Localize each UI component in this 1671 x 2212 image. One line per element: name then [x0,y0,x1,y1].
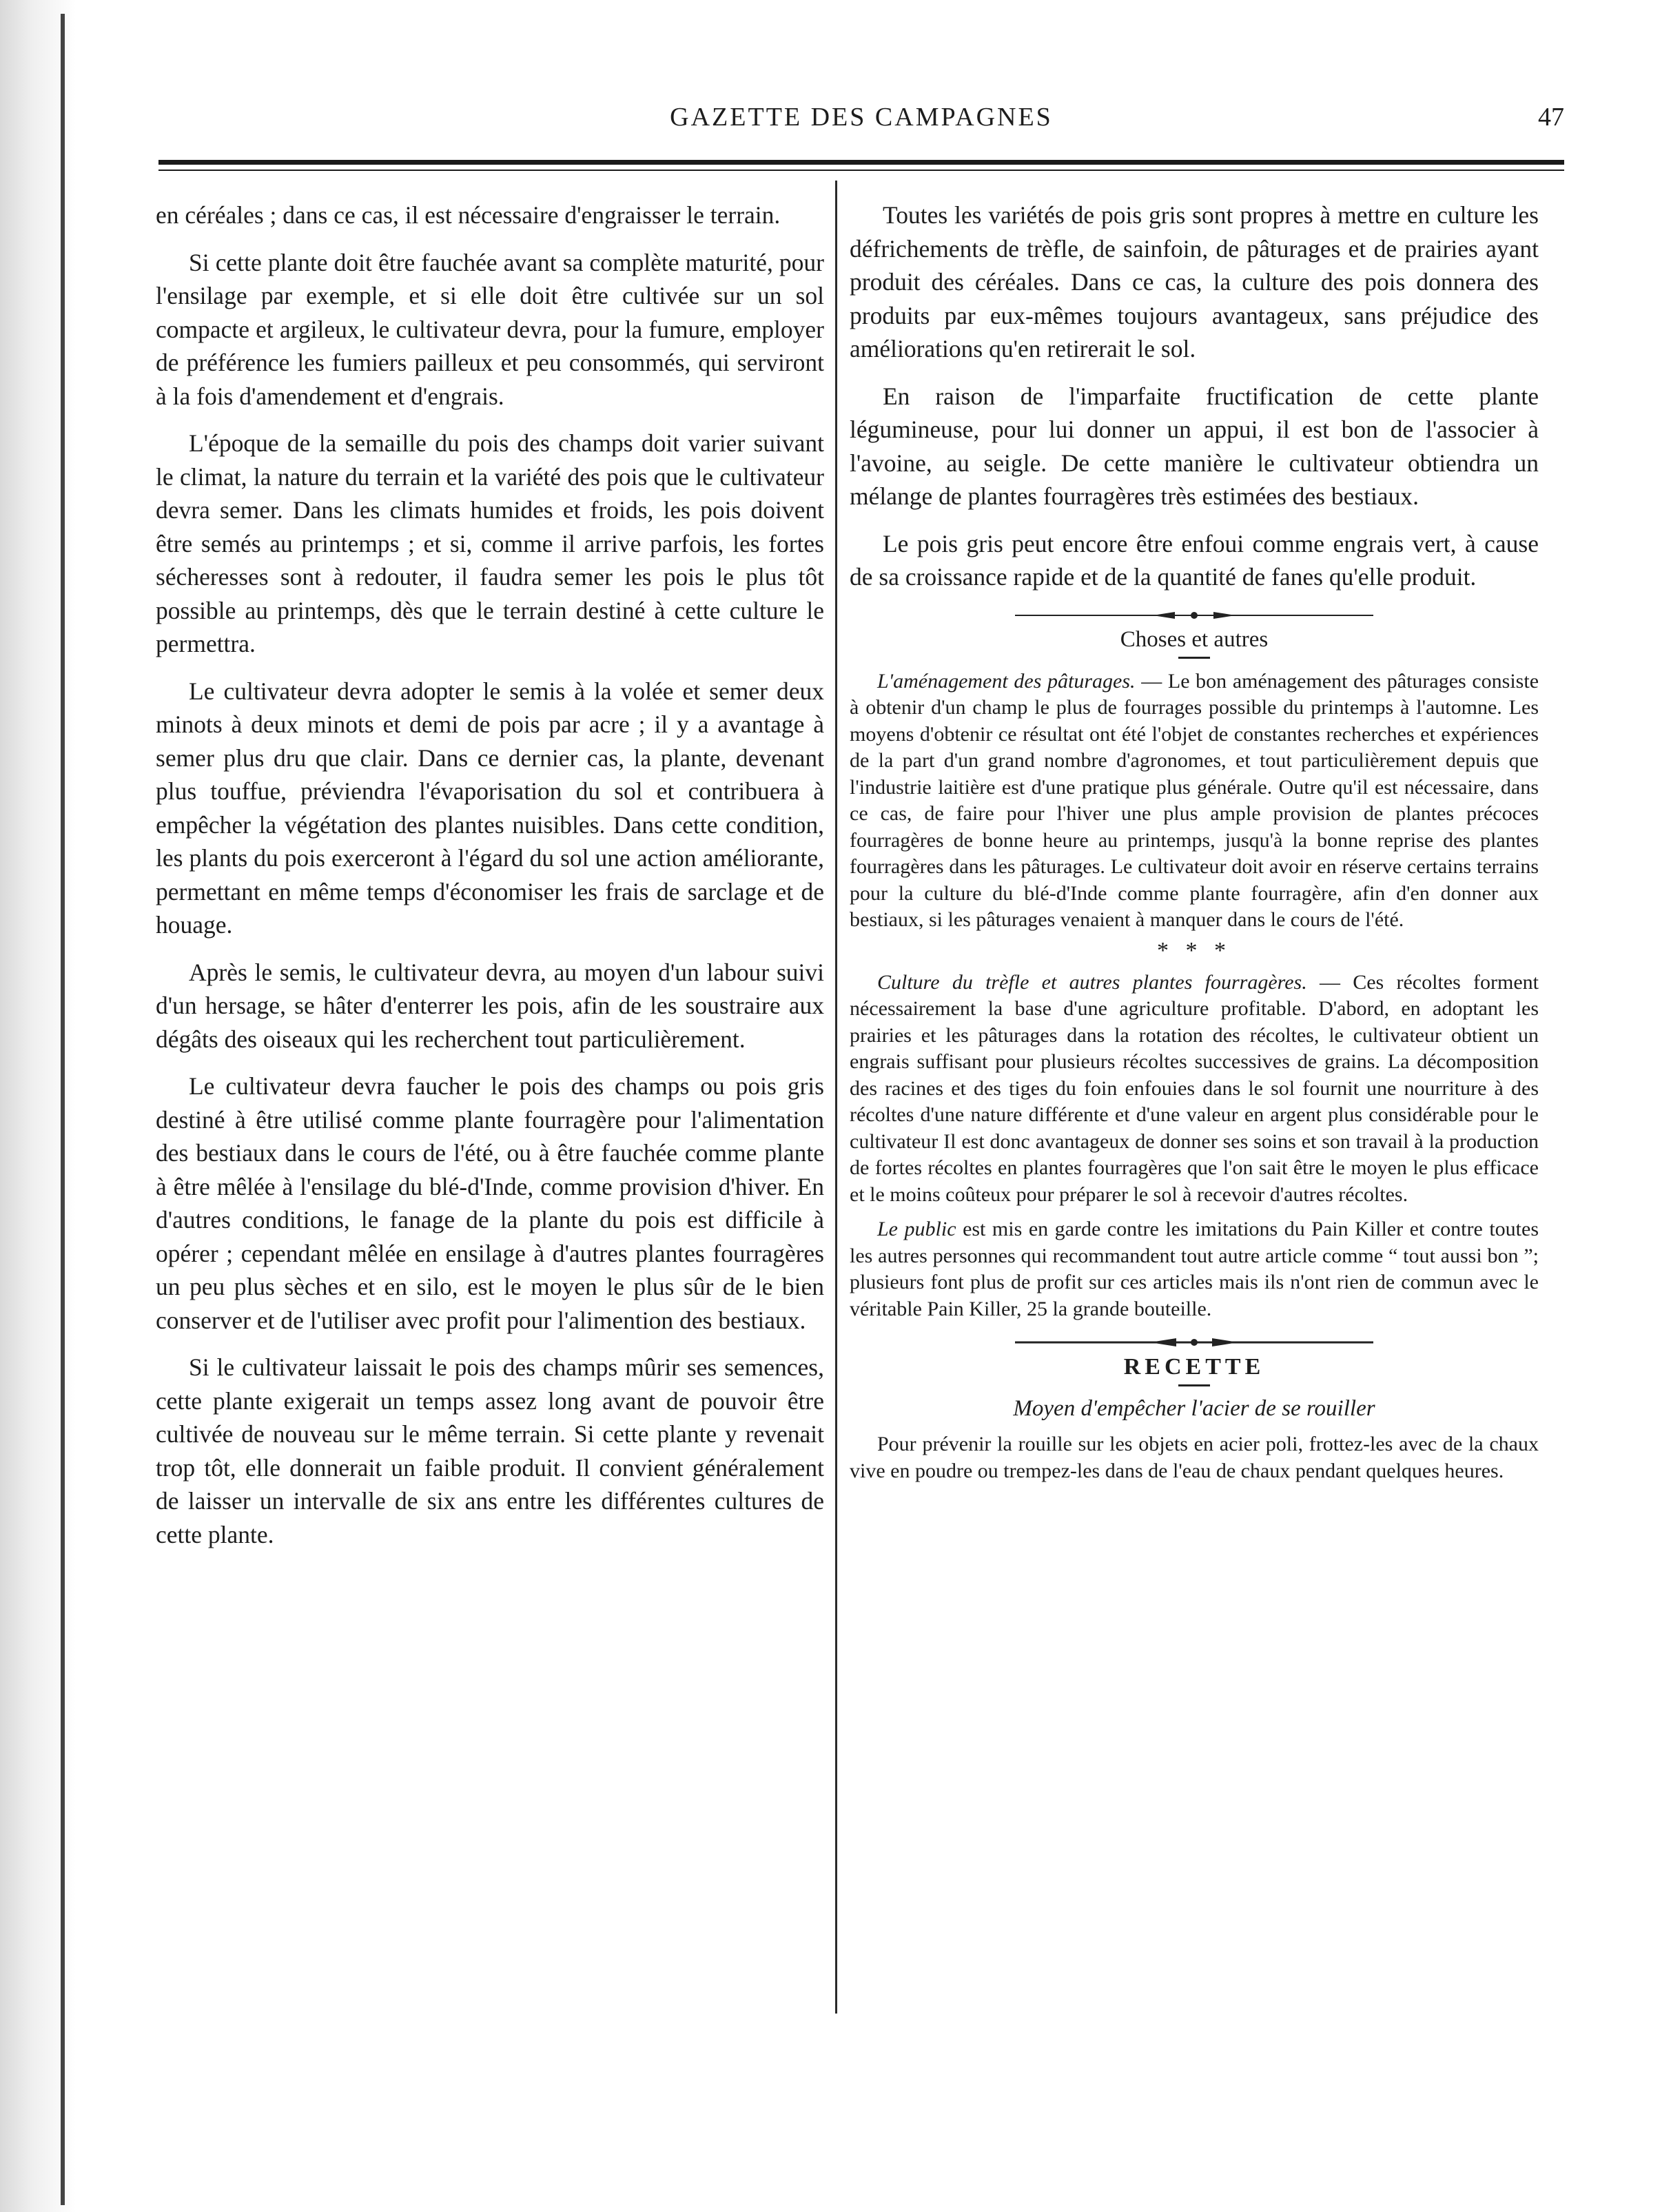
header-rule-thin [158,170,1564,171]
left-paragraph: Le cultivateur devra faucher le pois des champs ou pois gris destiné à être utilisé comme plante fourragère pour l'alimentation des bestiaux dans le cours de l'été, ou à être fauchée comme plante à être mêlée à l'ensilage du blé-d'Inde, comme provision d'hiver. En d'autres conditions, le fanage de la plante du pois est difficile à opérer ; cependant mêlée en ensilage à d'autres plantes fourragères un peu plus sèches et en silo, est le moyen le plus sûr de le bien conserver et de l'utiliser avec profit pour l'alimention des bestiaux. [156,1072,824,1334]
ornament-divider [1015,608,1373,623]
right-paragraph: En raison de l'imparfaite fructification de cette plante légumineuse, pour lui donner un appui, il est bon de l'associer à l'avoine, au seigle. De cette manière le cultivateur obtiendra un mélange de plantes fourragères très estimées des bestiaux. [850,382,1539,510]
choses-et-autres [850,668,1539,1323]
right-paragraph: Toutes les variétés de pois gris sont propres à mettre en culture les défrichements de trèfle, de sainfoin, de pâturages et de prairies ayant produit des céréales. Dans ce cas, la culture des pois donnera des produits par eux-mêmes toujours avantageux, sans préjudice des améliorations qu'en retirerait le sol. [850,201,1539,362]
column-divider [835,181,837,2014]
recette-text: Pour prévenir la rouille sur les objets en acier poli, frottez-les avec de la chaux vive en poudre ou trempez-les dans de l'eau de chaux pendant quelques heures. [850,1433,1539,1482]
left-paragraph: Le cultivateur devra adopter le semis à la volée et semer deux minots à deux minots et demi de pois par acre ; il y a avantage à semer plus dru que clair. Dans ce dernier cas, la plante, devenant plus touffue, préviendra l'évaporisation du sol et contribuera à empêcher la végétation des plantes nuisibles. Dans cette condition, les plants du pois exerceront à l'égard du sol une action améliorante, permettant en même temps d'économiser les frais de sarclage et de houage. [156,677,824,939]
news-item [850,668,1539,934]
news-item-lead: Le public [877,1218,956,1240]
section-title-recette: RECETTE [1123,1354,1265,1380]
page-header [158,102,1564,143]
section-dash [1178,1384,1210,1386]
right-paragraph: Le pois gris peut encore être enfoui comme engrais vert, à cause de sa croissance rapide et de la quantité de fanes qu'elle produit. [850,529,1539,591]
news-item-lead: L'aménagement des pâturages. [877,669,1136,693]
left-paragraph: Si cette plante doit être fauchée avant sa complète maturité, pour l'ensilage par exemple, et si elle doit être cultivée sur un sol compacte et argileux, le cultivateur devra, pour la fumure, employer de préférence les fumiers pailleux et peu consommés, qui serviront à la fois d'amendement et d'engrais. [156,248,824,410]
left-paragraph: Après le semis, le cultivateur devra, au moyen d'un labour suivi d'un hersage, se hâter d'enterrer les pois, afin de les soustraire aux dégâts des oiseaux qui les recherchent tout particulièrement. [156,958,824,1053]
left-paragraph: Si le cultivateur laissait le pois des champs mûrir ses semences, cette plante exigerait un temps assez long avant de pouvoir être cultivée de nouveau sur le même terrain. Si cette plante y revenait trop tôt, elle donnerait un faible produit. Il convient généralement de laisser un intervalle de six ans entre les différentes cultures de cette plante. [156,1353,824,1548]
page-number: 47 [1538,103,1564,132]
ornament-divider [1015,1335,1373,1350]
news-item-text: est mis en garde contre les imitations du Pain Killer et contre toutes les autres personnes qui recommandent tout autre article comme “ tout aussi bon ”; plusieurs font plus de profit sur ces articles mais ils n'ont rien de commun avec le véritable Pain Killer, 25 la grande bouteille. [850,1218,1539,1320]
recette-body [850,1431,1539,1484]
section-dash [1178,657,1210,659]
news-item-text: — Ces récoltes forment nécessairement la base d'une agriculture profitable. D'abord, en adoptant les prairies et les pâturages dans la rotation des récoltes, le cultivateur obtient un engrais suffisant pour plusieurs récoltes successives de grains. La décomposition des racines et des tiges du foin enfouies dans le sol fournit une nourriture à des récoltes d'une nature différente et d'une valeur en argent plus considérable pour le cultivateur Il est donc avantageux de donner ses soins et son travail à la production de fortes récoltes en plantes fourragères que l'on sait être le moyen le plus efficace et le moins coûteux pour préparer le sol à recevoir d'autres récoltes. [850,970,1539,1206]
header-title: GAZETTE DES CAMPAGNES [670,103,1053,132]
asterism-divider: * * * [1157,937,1231,963]
header-rule-thick [158,160,1564,165]
left-paragraph: en céréales ; dans ce cas, il est nécessaire d'engraisser le terrain. [156,201,781,229]
news-item [850,1216,1539,1322]
left-column [156,198,824,1565]
news-item-text: — Le bon aménagement des pâturages consiste à obtenir d'un champ le plus de fourrages possible du printemps à l'automne. Les moyens d'obtenir ce résultat ont été l'objet de constantes recherches et expériences de la part d'un grand nombre d'agronomes, et tout particulièrement depuis que l'industrie laitière est d'une pratique plus générale. Outre qu'il est nécessaire, dans ce cas, de faire pour l'hiver une plus ample provision de plantes précoces fourragères de bonne heure au printemps, jusqu'à la bonne reprise des plantes fourragères dans les pâturages. Le cultivateur doit avoir en réserve certains terrains pour la culture du blé-d'Inde comme plante fourragère, afin d'en donner aux bestiaux, si les pâturages venaient à manquer dans le cours de l'été. [850,669,1539,931]
news-item-lead: Culture du trèfle et autres plantes fourragères. [877,970,1307,994]
news-item [850,970,1539,1209]
pois-gris-article [850,198,1539,594]
right-column [850,198,1539,1493]
binding-edge-line [61,14,65,2205]
left-paragraph: L'époque de la semaille du pois des champs doit varier suivant le climat, la nature du terrain et la variété des pois que le cultivateur devra semer. Dans les climats humides et froids, les pois doivent être semés au printemps ; et si, comme il arrive parfois, les fortes sécheresses sont à redouter, il faudra semer les pois le plus tôt possible au printemps, dès que le terrain destiné à cette culture le permettra. [156,429,824,657]
section-title-choses: Choses et autres [1120,626,1269,652]
recette-subtitle: Moyen d'empêcher l'acier de se rouiller [1013,1396,1375,1421]
